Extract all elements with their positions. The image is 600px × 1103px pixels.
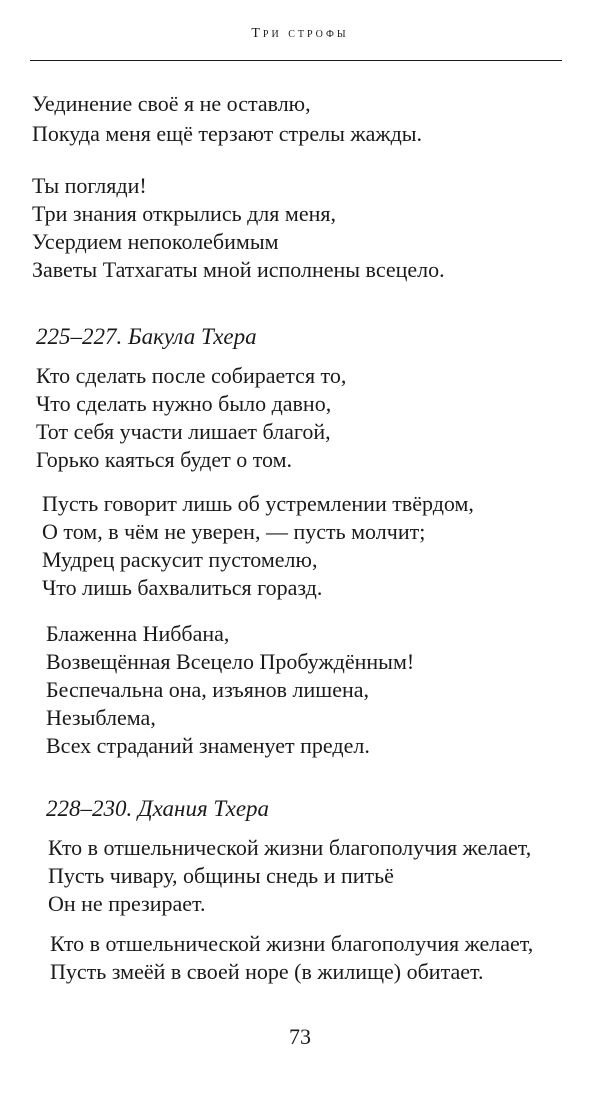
verse-line: Он не презирает. [48, 891, 206, 916]
verse-line: Пусть чивару, общины снедь и питьё [48, 863, 394, 888]
verse-line: Горько каяться будет о том. [36, 447, 293, 472]
verse-line: Всех страданий знаменует предел. [46, 733, 370, 758]
verse-line: Незыблема, [46, 705, 156, 730]
section-heading: 225–227. Бакула Тхера [36, 324, 257, 349]
verse-line: Что лишь бахвалиться горазд. [42, 575, 323, 600]
verse-line: Мудрец раскусит пустомелю, [42, 547, 318, 572]
running-head: Три строфы [251, 26, 349, 41]
verse-line: Кто сделать после собирается то, [36, 363, 347, 388]
verse-line: Пусть змеёй в своей норе (в жилище) обитает. [50, 959, 484, 984]
verse-line: Пусть говорит лишь об устремлении твёрдом, [42, 491, 474, 516]
verse-line: Что сделать нужно было давно, [36, 391, 332, 416]
verse-line: Заветы Татхагаты мной исполнены всецело. [32, 257, 445, 282]
verse-line: Кто в отшельнической жизни благополучия желает, [50, 931, 534, 956]
verse-line: Кто в отшельнической жизни благополучия желает, [48, 835, 532, 860]
verse-line: О том, в чём не уверен, — пусть молчит; [42, 519, 426, 544]
verse-line: Блаженна Ниббана, [46, 621, 230, 646]
verse-line: Уединение своё я не оставлю, [32, 91, 311, 116]
page-number: 73 [289, 1024, 311, 1049]
section-heading: 228–230. Дхания Тхера [46, 796, 270, 821]
verse-line: Беспечальна она, изъянов лишена, [46, 677, 370, 702]
header-rule [30, 60, 562, 61]
verse-line: Покуда меня ещё терзают стрелы жажды. [32, 121, 423, 146]
verse-line: Три знания открылись для меня, [32, 201, 336, 226]
verse-line: Ты погляди! [32, 173, 147, 198]
verse-line: Тот себя участи лишает благой, [36, 419, 331, 444]
verse-line: Возвещённая Всецело Пробуждённым! [46, 649, 415, 674]
verse-line: Усердием непоколебимым [32, 229, 279, 254]
